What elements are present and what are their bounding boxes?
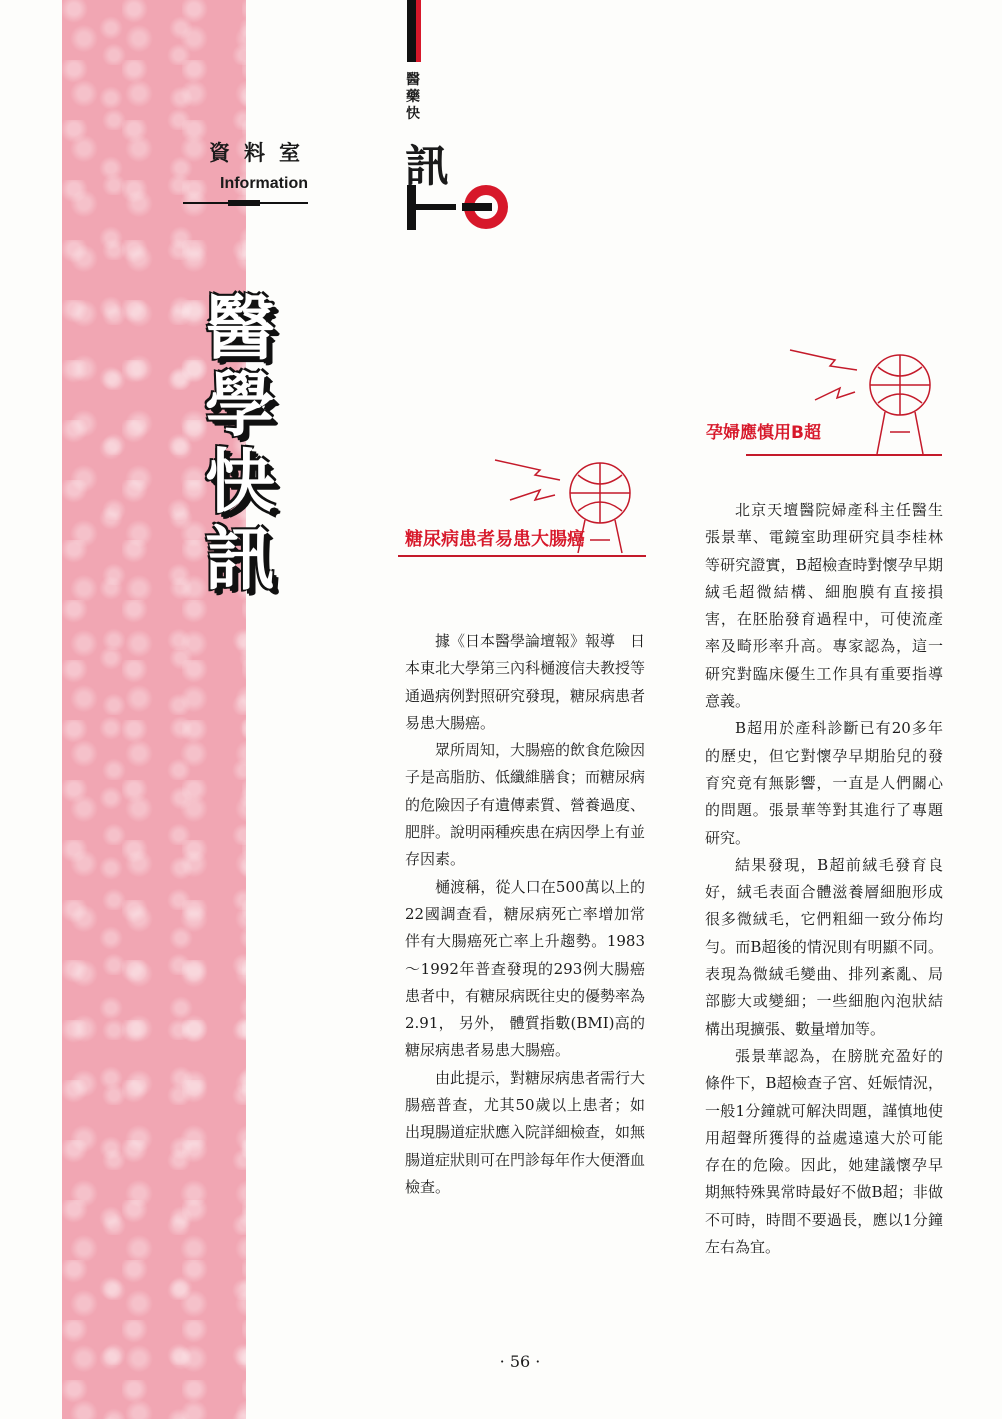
article-body [705, 497, 943, 1261]
section-label-chinese: 資料室 [209, 141, 314, 165]
paragraph: 北京天壇醫院婦產科主任醫生張景華、電鏡室助理研究員李桂林等研究證實，B超檢查時對懷孕早期絨毛超微結構、細胞膜有直接損害，在胚胎發育過程中，可使流產率及畸形率升高。專家認為，這一研究對臨床優生工作具有重要指導意義。 [705, 501, 943, 711]
page-title-char: 學 [205, 364, 275, 446]
paragraph: 結果發現，B超前絨毛發育良好，絨毛表面合體滋養層細胞形成很多微絨毛，它們粗細一致分佈均勻。而B超後的情況則有明顯不同。表現為微絨毛變曲、排列紊亂、局部膨大或變細；一些細胞內泡狀結構出現擴張、數量增加等。 [705, 855, 943, 1038]
logo-vertical-text: 醫藥快 [406, 72, 420, 122]
paragraph: 張景華認為，在膀胱充盈好的條件下，B超檢查子宮、妊娠情況，一般1分鐘就可解決問題，謹慎地使用超聲所獲得的益處遠遠大於可能存在的危險。因此，她建議懷孕早期無特殊異常時最好不做B超；非做不可時，時間不要過長，應以1分鐘左右為宜。 [705, 1046, 943, 1257]
section-label-english: Information [220, 175, 308, 192]
article-title: 糖尿病患者易患大腸癌 [405, 529, 585, 550]
page-title-char: 快 [205, 441, 275, 523]
decorative-pink-band [62, 0, 246, 1419]
paragraph: B超用於產科診斷已有20多年的歷史，但它對懷孕早期胎兒的發育究竟有無影響，一直是人們關心的問題。張景華等對其進行了專題研究。 [705, 719, 943, 847]
paragraph: 由此提示，對糖尿病患者需行大腸癌普查，尤其50歲以上患者；如出現腸道症狀應入院詳細檢查，如無腸道症狀則可在門診每年作大便潛血檢查。 [405, 1068, 646, 1196]
paragraph: 據《日本醫學論壇報》報導 日本東北大學第三內科樋渡信夫教授等通過病例對照研究發現，糖尿病患者易患大腸癌。 [405, 632, 646, 732]
page-title-char: 醫 [205, 287, 275, 369]
page-title [205, 287, 285, 600]
article-title: 孕婦應慎用B超 [706, 423, 821, 443]
page-title-char: 訊 [205, 518, 275, 600]
section-label [183, 137, 314, 193]
paragraph: 樋渡稱，從人口在500萬以上的22國調查看，糖尿病死亡率增加常伴有大腸癌死亡率上升趨勢。1983～1992年普查發現的293例大腸癌患者中，有糖尿病既往史的優勢率為 2.91， 另外， 體質指數(BMI)高的糖尿病患者易患大腸癌。 [405, 877, 646, 1060]
article-title-rule [398, 555, 646, 557]
page-number: · 56 · [499, 1352, 541, 1371]
section-divider-accent [228, 200, 260, 206]
paragraph: 眾所周知，大腸癌的飲食危險因子是高脂肪、低纖維膳食；而糖尿病的危險因子有遺傳素質、營養過度、肥胖。說明兩種疾患在病因學上有並存因素。 [405, 741, 646, 869]
article-body [405, 628, 645, 1201]
logo-character: 訊 [405, 141, 449, 192]
article-title-rule [746, 454, 942, 456]
